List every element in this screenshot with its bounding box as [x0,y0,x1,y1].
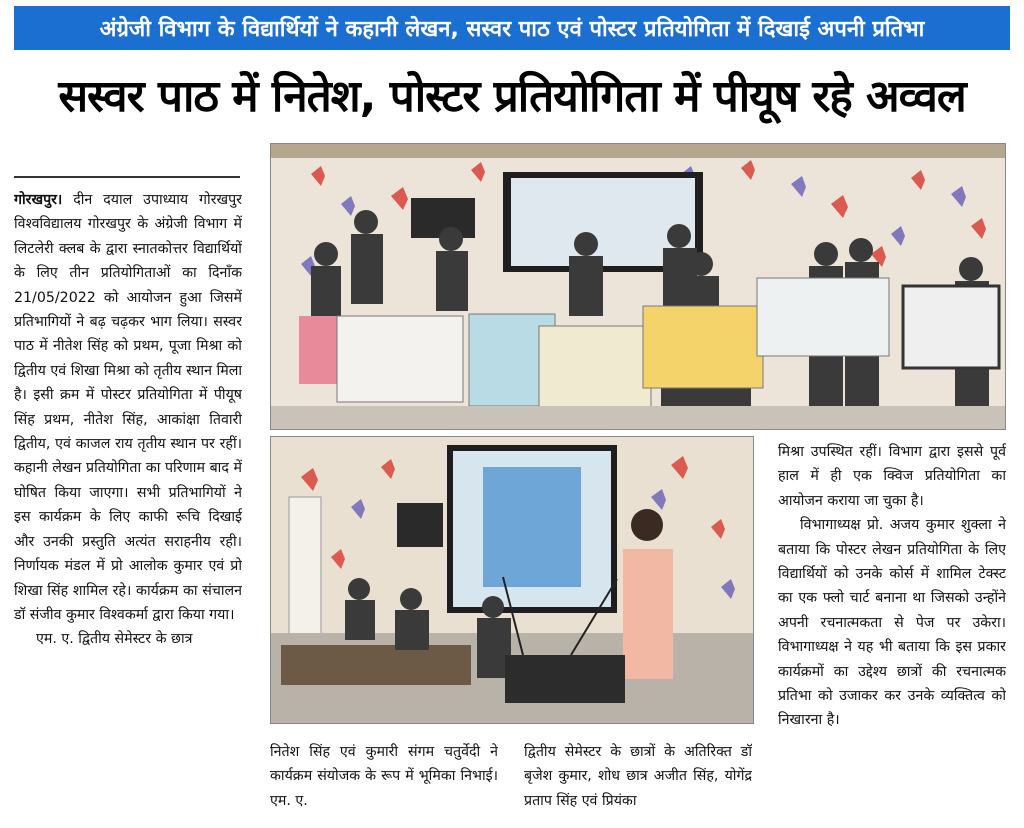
article-lead-text: दीन दयाल उपाध्याय गोरखपुर विश्वविद्यालय गोरखपुर के अंग्रेजी विभाग में लिटलेरी क्लब के द्वारा स्नातकोत्तर विद्यार्थियों के लिए तीन प्रतियोगिताओं का दिनाँक 21/05/2022 को आयोजन हुआ जिसमें प्रतिभागियों ने बढ़ चढ़कर भाग लिया। सस्वर पाठ में नीतेश सिंह को प्रथम, पूजा मिश्रा को द्वितीय एवं शिखा मिश्रा को तृतीय स्थान मिला है। इसी क्रम में पोस्टर प्रतियोगिता में पीयूष सिंह प्रथम, नीतेश सिंह, आकांक्षा तिवारी द्वितीय, एवं काजल राय तृतीय स्थान पर रहीं। कहानी लेखन प्रतियोगिता का परिणाम बाद में घोषित किया जाएगा। सभी प्रतिभागियों ने इस कार्यक्रम के लिए काफी रूचि दिखाई और उनकी प्रस्तुति अत्यंत सराहनीय रही। निर्णायक मंडल में प्रो आलोक कुमार एवं प्रो शिखा सिंह शामिल रहे। कार्यक्रम का संचालन डॉ संजीव कुमार विश्वकर्मा द्वारा किया गया। [14,192,242,623]
article-column-2 [270,740,498,828]
article-column-1 [14,188,242,828]
photo-speaker [270,436,754,724]
article-col2-text: नितेश सिंह एवं कुमारी संगम चतुर्वेदी ने कार्यक्रम संयोजक के रूप में भूमिका निभाई। एम. ए. [270,744,498,809]
headline: सस्वर पाठ में नितेश, पोस्टर प्रतियोगिता में पीयूष रहे अव्वल [58,71,966,122]
kicker-banner [14,6,1010,50]
article-col4-para1: मिश्रा उपस्थित रहीं। विभाग द्वारा इससे पूर्व हाल में ही एक क्विज प्रतियोगिता का आयोजन कराया जा चुका है। [778,444,1006,509]
article-col3-text: द्वितीय सेमेस्टर के छात्रों के अतिरिक्त डॉ बृजेश कुमार, शोध छात्र अजीत सिंह, योगेंद्र प्रताप सिंह एवं प्रियंका [524,744,752,809]
kicker-text: अंग्रेजी विभाग के विद्यार्थियों ने कहानी लेखन, सस्वर पाठ एवं पोस्टर प्रतियोगिता में दिखाई अपनी प्रतिभा [99,17,925,42]
article-col1-tail: एम. ए. द्वितीय सेमेस्टर के छात्र [36,631,193,648]
photo-group-posters [270,143,1006,430]
photo-speaker-image [271,437,753,723]
article-column-3 [524,740,752,828]
dateline: गोरखपुर। [14,192,63,208]
photo-group-posters-image [271,144,1005,429]
article-column-4 [778,440,1006,828]
column-rule [14,176,240,178]
article-col4-para2: विभागाध्यक्ष प्रो. अजय कुमार शुक्ला ने बताया कि पोस्टर लेखन प्रतियोगिता के लिए विद्यार्थियों को उनके कोर्स में शामिल टेक्स्ट का एक फ्लो चार्ट बनाना था जिसको उन्होंने अपनी रचनात्मकता से पेज पर उकेरा। विभागाध्यक्ष ने यह भी बताया कि इस प्रकार कार्यक्रमों का उद्देश्य छात्रों की रचनात्मक प्रतिभा को उजाकर कर उनके व्यक्तित्व को निखारना है। [778,517,1006,729]
